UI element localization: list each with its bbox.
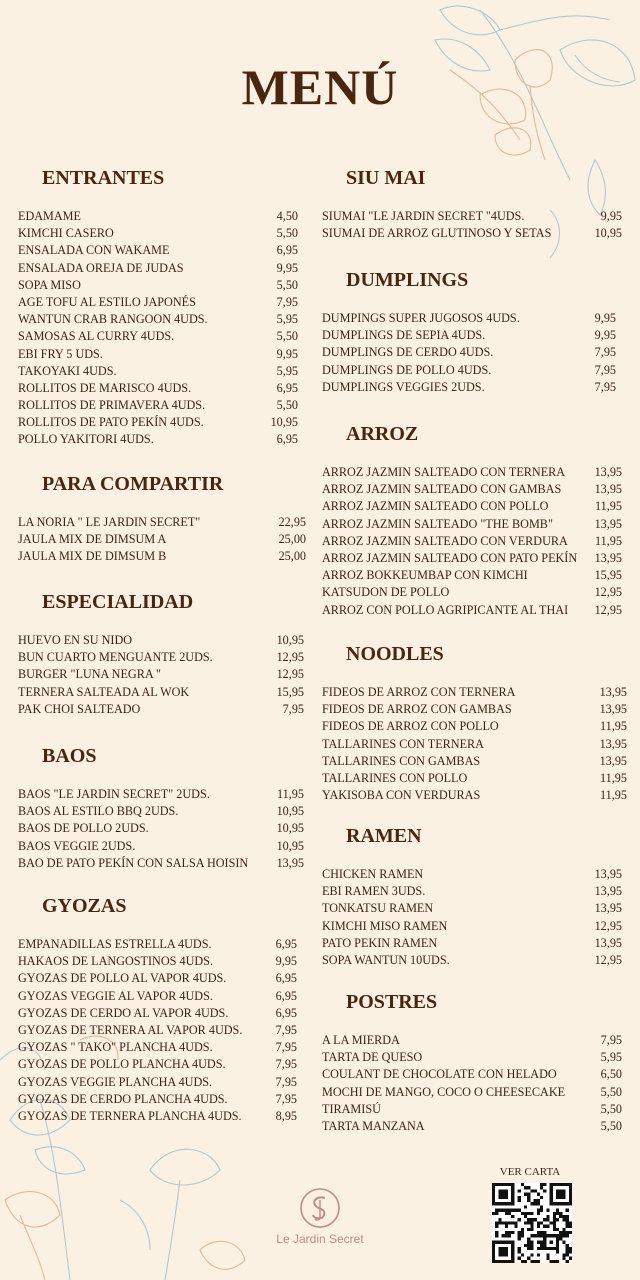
item-name: BAOS AL ESTILO BBQ 2UDS. [18,804,179,819]
menu-item [18,242,314,259]
section-gyozas [18,894,314,1125]
item-name: JAULA MIX DE DIMSUM B [18,549,167,564]
item-price: 12,95 [594,585,622,600]
item-price: 10,95 [276,633,304,647]
item-price: 12,95 [594,952,622,967]
menu-item [18,397,314,414]
item-name: KIMCHI MISO RAMEN [322,918,448,933]
item-price: 7,95 [276,294,298,309]
item-price: 10,95 [276,838,304,853]
menu-item [322,753,627,770]
item-price: 7,95 [594,379,616,394]
menu-item [322,736,627,753]
logo-text: Le Jardin Secret [276,1232,364,1246]
menu-item [322,533,622,550]
item-name: GYOZAS " TAKO" PLANCHA 4UDS. [18,1040,213,1055]
menu-item [18,514,314,531]
menu-item [18,431,314,448]
menu-item [322,602,622,619]
section-title: BAOS [42,745,97,767]
menu-item [18,1108,314,1125]
menu-item [18,632,314,649]
item-name: TARTA DE QUESO [322,1050,423,1065]
item-price: 9,95 [594,311,616,325]
qr-code-icon[interactable] [492,1183,572,1263]
item-price: 5,50 [276,277,298,292]
menu-item [18,225,314,242]
item-name: SIUMAI "LE JARDIN SECRET "4UDS. [322,209,525,223]
item-name: GYOZAS DE CERDO PLANCHA 4UDS. [18,1091,228,1106]
logo-emblem-icon [298,1186,342,1230]
item-name: BURGER "LUNA NEGRA " [18,667,162,682]
item-name: DUMPLINGS DE CERDO 4UDS. [322,345,494,360]
item-name: ARROZ JAZMIN SALTEADO CON POLLO [322,499,549,514]
item-name: SIUMAI DE ARROZ GLUTINOSO Y SETAS [322,226,552,241]
item-price: 6,95 [276,432,298,447]
section-siu-mai [322,166,622,242]
item-price: 5,50 [600,1118,622,1133]
item-name: GYOZAS DE CERDO AL VAPOR 4UDS. [18,1005,229,1020]
item-name: ROLLITOS DE PATO PEKÍN 4UDS. [18,415,204,430]
item-name: DUMPLINGS DE SEPIA 4UDS. [322,328,486,343]
menu-item [322,481,622,498]
item-price: 13,95 [594,884,622,899]
item-price: 6,95 [275,937,297,951]
item-name: ROLLITOS DE MARISCO 4UDS. [18,380,192,395]
item-name: YAKISOBA CON VERDURAS [322,788,481,803]
item-price: 13,95 [594,550,622,565]
item-price: 5,50 [600,1101,622,1116]
item-name: ARROZ JAZMIN SALTEADO CON PATO PEKÍN [322,550,578,565]
item-name: BUN CUARTO MENGUANTE 2UDS. [18,650,213,665]
menu-item [322,918,622,935]
menu-item [18,277,314,294]
item-name: TALLARINES CON POLLO [322,770,468,785]
menu-item [322,883,622,900]
item-name: FIDEOS DE ARROZ CON GAMBAS [322,702,512,717]
item-name: HUEVO EN SU NIDO [18,633,133,647]
item-name: ARROZ JAZMIN SALTEADO CON GAMBAS [322,482,562,497]
item-price: 7,95 [594,345,616,360]
menu-item [18,208,314,225]
menu-item [18,1056,314,1073]
item-name: TONKATSU RAMEN [322,901,434,916]
item-name: GYOZAS DE TERNERA AL VAPOR 4UDS. [18,1022,243,1037]
item-price: 9,95 [276,260,298,275]
menu-item [18,1022,314,1039]
menu-item [322,900,622,917]
section-title: POSTRES [346,991,438,1013]
item-name: TARTA MANZANA [322,1118,425,1133]
menu-item [18,649,314,666]
menu-item [18,666,314,683]
item-name: TALLARINES CON GAMBAS [322,753,481,768]
item-name: COULANT DE CHOCOLATE CON HELADO [322,1067,557,1082]
item-price: 7,95 [275,1022,297,1037]
item-name: TERNERA SALTEADA AL WOK [18,684,190,699]
section-baos [18,744,314,872]
menu-item [322,935,622,952]
item-name: GYOZAS VEGGIE AL VAPOR 4UDS. [18,988,213,1003]
menu-item [322,344,618,361]
section-ramen [322,824,622,969]
menu-item [18,346,314,363]
menu-item [18,855,314,872]
item-price: 10,95 [276,821,304,836]
section-title: PARA COMPARTIR [42,473,224,495]
item-price: 13,95 [594,867,622,881]
item-name: KIMCHI CASERO [18,226,114,241]
menu-item [18,786,314,803]
menu-item [18,1005,314,1022]
menu-title: MENÚ [241,59,399,115]
menu-item [322,684,627,701]
section-noodles [322,642,627,804]
menu-item [322,1066,622,1083]
item-price: 11,95 [600,719,627,734]
item-name: ARROZ BOKKEUMBAP CON KIMCHI [322,568,528,583]
section-title: ESPECIALIDAD [42,591,194,613]
item-name: FIDEOS DE ARROZ CON TERNERA [322,685,516,699]
item-price: 5,50 [276,398,298,413]
item-price: 11,95 [600,770,627,785]
item-price: 13,95 [599,685,627,699]
item-price: 7,95 [275,1091,297,1106]
menu-item [18,311,314,328]
menu-item [18,936,314,953]
menu-item [18,548,314,565]
item-price: 13,95 [594,516,622,531]
item-price: 15,95 [276,684,304,699]
item-price: 12,95 [594,602,622,617]
menu-item [322,584,622,601]
menu-item [18,1091,314,1108]
item-name: GYOZAS DE POLLO PLANCHA 4UDS. [18,1057,226,1072]
item-name: LA NORIA " LE JARDIN SECRET" [18,515,201,529]
menu-item [18,531,314,548]
restaurant-logo [270,1186,370,1246]
item-price: 15,95 [594,568,622,583]
item-price: 13,95 [594,482,622,497]
item-name: CHICKEN RAMEN [322,867,424,881]
menu-item [322,787,627,804]
item-name: A LA MIERDA [322,1033,400,1047]
item-price: 22,95 [278,515,306,529]
section-dumplings [322,268,618,396]
item-price: 10,95 [270,415,298,430]
menu-item [322,866,622,883]
menu-item [18,1074,314,1091]
item-name: AGE TOFU AL ESTILO JAPONÉS [18,294,196,309]
item-price: 7,95 [594,362,616,377]
menu-item [18,820,314,837]
section-title: GYOZAS [42,895,127,917]
menu-item [18,414,314,431]
item-name: ENSALADA OREJA DE JUDAS [18,260,184,275]
item-price: 13,95 [594,935,622,950]
item-name: FIDEOS DE ARROZ CON POLLO [322,719,499,734]
section-title: SIU MAI [346,167,426,189]
item-name: ARROZ JAZMIN SALTEADO CON TERNERA [322,465,566,479]
item-price: 10,95 [276,804,304,819]
item-name: TIRAMISÚ [322,1101,381,1116]
menu-item [322,225,622,242]
item-price: 8,95 [275,1108,297,1123]
item-name: HAKAOS DE LANGOSTINOS 4UDS. [18,954,214,969]
item-name: BAOS VEGGIE 2UDS. [18,838,136,853]
menu-item [322,1101,622,1118]
item-price: 6,95 [275,988,297,1003]
item-name: ARROZ JAZMIN SALTEADO "THE BOMB" [322,516,553,531]
item-price: 10,95 [594,226,622,241]
item-price: 5,50 [276,329,298,344]
item-price: 5,50 [276,226,298,241]
menu-item [322,1049,622,1066]
item-name: ARROZ JAZMIN SALTEADO CON VERDURA [322,533,568,548]
section-title: RAMEN [346,825,422,847]
menu-item [322,464,622,481]
section-title: ARROZ [346,423,419,445]
item-name: EDAMAME [18,209,81,223]
menu-item [322,701,627,718]
menu-item [322,1118,622,1135]
item-name: BAOS DE POLLO 2UDS. [18,821,149,836]
item-name: DUMPINGS SUPER JUGOSOS 4UDS. [322,311,520,325]
menu-item [18,328,314,345]
menu-item [18,294,314,311]
item-name: TALLARINES CON TERNERA [322,736,484,751]
section-postres [322,990,622,1135]
menu-item [18,838,314,855]
menu-item [322,362,618,379]
menu-item [322,208,622,225]
item-price: 11,95 [595,533,622,548]
item-name: ROLLITOS DE PRIMAVERA 4UDS. [18,398,206,413]
menu-item [322,379,618,396]
menu-item [18,953,314,970]
menu-item [18,803,314,820]
menu-item [18,701,314,718]
item-name: WANTUN CRAB RANGOON 4UDS. [18,312,208,327]
item-price: 25,00 [278,532,306,547]
item-name: BAO DE PATO PEKÍN CON SALSA HOISIN [18,855,249,870]
item-name: GYOZAS VEGGIE PLANCHA 4UDS. [18,1074,213,1089]
menu-item [322,327,618,344]
menu-item [18,1039,314,1056]
item-price: 7,95 [282,701,304,716]
menu-item [322,1032,622,1049]
item-price: 12,95 [594,918,622,933]
section-entrantes [18,166,314,449]
item-name: JAULA MIX DE DIMSUM A [18,532,167,547]
section-title: NOODLES [346,643,444,665]
menu-item [322,770,627,787]
item-name: GYOZAS DE POLLO AL VAPOR 4UDS. [18,971,227,986]
section-title: ENTRANTES [42,167,165,189]
item-name: ARROZ CON POLLO AGRIPICANTE AL THAI [322,602,569,617]
item-name: SOPA WANTUN 10UDS. [322,952,450,967]
item-name: PAK CHOI SALTEADO [18,701,141,716]
item-name: DUMPLINGS VEGGIES 2UDS. [322,379,485,394]
menu-item [18,380,314,397]
item-price: 5,50 [600,1084,622,1099]
item-price: 25,00 [278,549,306,564]
item-price: 11,95 [600,788,627,803]
menu-item [18,988,314,1005]
qr-label: VER CARTA [499,1166,561,1178]
item-name: EMPANADILLAS ESTRELLA 4UDS. [18,937,212,951]
item-price: 6,95 [275,1005,297,1020]
section-para-compartir [18,472,314,566]
menu-item [322,718,627,735]
menu-item [322,567,622,584]
menu-item [18,363,314,380]
item-name: DUMPLINGS DE POLLO 4UDS. [322,362,492,377]
item-price: 9,95 [275,954,297,969]
item-price: 6,95 [276,380,298,395]
item-name: SAMOSAS AL CURRY 4UDS. [18,329,175,344]
item-price: 7,95 [600,1033,622,1047]
item-name: EBI FRY 5 UDS. [18,346,103,361]
item-name: MOCHI DE MANGO, COCO O CHEESECAKE [322,1084,566,1099]
item-price: 13,95 [599,736,627,751]
item-price: 9,95 [276,346,298,361]
section-especialidad [18,590,314,718]
item-name: PATO PEKIN RAMEN [322,935,438,950]
menu-item [322,498,622,515]
item-price: 6,50 [600,1067,622,1082]
item-name: GYOZAS DE TERNERA PLANCHA 4UDS. [18,1108,242,1123]
menu-item [18,684,314,701]
item-price: 9,95 [600,209,622,223]
item-name: KATSUDON DE POLLO [322,585,450,600]
menu-item [18,970,314,987]
item-price: 13,95 [599,753,627,768]
item-name: TAKOYAKI 4UDS. [18,363,117,378]
section-title: DUMPLINGS [346,269,469,291]
menu-item [322,310,618,327]
item-price: 4,50 [276,209,298,223]
item-price: 5,95 [276,363,298,378]
item-price: 5,95 [276,312,298,327]
item-price: 6,95 [276,243,298,258]
menu-item [322,952,622,969]
item-price: 13,95 [599,702,627,717]
item-name: POLLO YAKITORI 4UDS. [18,432,154,447]
item-price: 11,95 [595,499,622,514]
menu-item [18,260,314,277]
item-price: 13,95 [594,901,622,916]
item-price: 13,95 [276,855,304,870]
menu-item [322,1084,622,1101]
item-price: 7,95 [275,1040,297,1055]
menu-item [322,516,622,533]
item-price: 7,95 [275,1057,297,1072]
item-price: 12,95 [276,667,304,682]
section-arroz [322,422,622,619]
item-price: 9,95 [594,328,616,343]
item-price: 13,95 [594,465,622,479]
item-price: 6,95 [275,971,297,986]
item-price: 5,95 [600,1050,622,1065]
item-price: 12,95 [276,650,304,665]
item-name: BAOS "LE JARDIN SECRET" 2UDS. [18,787,210,801]
item-name: EBI RAMEN 3UDS. [322,884,426,899]
item-name: ENSALADA CON WAKAME [18,243,170,258]
item-price: 11,95 [277,787,304,801]
item-name: SOPA MISO [18,277,81,292]
menu-item [322,550,622,567]
item-price: 7,95 [275,1074,297,1089]
